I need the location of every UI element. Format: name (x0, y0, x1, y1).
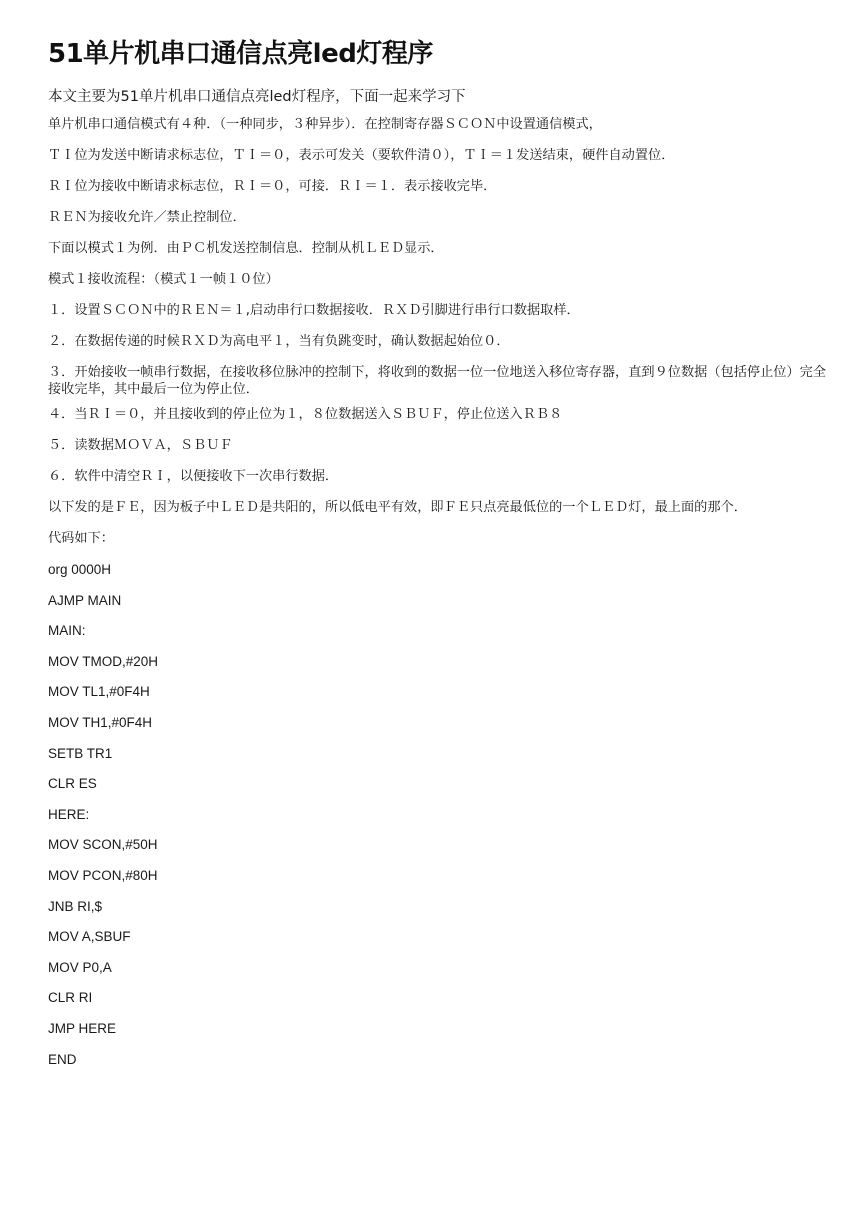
paragraph-step-2: ２．在数据传递的时候ＲＸＤ为高电平１，当有负跳变时，确认数据起始位０． (48, 334, 510, 349)
code-line: JNB RI,$ (48, 898, 103, 914)
code-line: MOV P0,A (48, 959, 112, 975)
paragraph-mode1-flow: 模式１接收流程：（模式１一帧１０位） (48, 272, 279, 287)
intro-paragraph: 本文主要为51单片机串口通信点亮led灯程序，下面一起来学习下 (48, 89, 466, 105)
code-line: MOV TMOD,#20H (48, 653, 159, 669)
code-line: JMP HERE (48, 1020, 117, 1036)
paragraph-ri-bit: ＲＩ位为接收中断请求标志位，ＲＩ＝０，可接．ＲＩ＝１．表示接收完毕． (48, 179, 497, 194)
code-line: AJMP MAIN (48, 592, 122, 608)
code-line: MOV A,SBUF (48, 929, 131, 945)
paragraph-mode1-example: 下面以模式１为例．由ＰＣ机发送控制信息．控制从机ＬＥＤ显示． (48, 241, 444, 256)
paragraph-step-6: ６．软件中清空ＲＩ，以便接收下一次串行数据． (48, 469, 339, 484)
paragraph-fe-explanation: 以下发的是ＦＥ，因为板子中ＬＥＤ是共阳的，所以低电平有效，即ＦＥ只点亮最低位的一个ＬＥＤ灯，最上面的那个． (48, 500, 747, 515)
code-line: CLR ES (48, 776, 97, 792)
paragraph-code-intro: 代码如下： (48, 531, 114, 546)
paragraph-ti-bit: ＴＩ位为发送中断请求标志位，ＴＩ＝０，表示可发关（要软件清０），ＴＩ＝１发送结束，硬件自动置位． (48, 148, 675, 163)
code-line: HERE: (48, 806, 90, 822)
code-line: MAIN: (48, 623, 86, 639)
code-line: CLR RI (48, 990, 93, 1006)
paragraph-step-3: ３．开始接收一帧串行数据，在接收移位脉冲的控制下，将收到的数据一位一位地送入移位寄存器，直到９位数据（包括停止位）完全接收完毕，其中最后一位为停止位． (48, 365, 827, 397)
code-line: MOV SCON,#50H (48, 837, 158, 853)
code-line: org 0000H (48, 562, 112, 577)
code-line: MOV TL1,#0F4H (48, 684, 150, 700)
paragraph-ren-bit: ＲＥＮ为接收允许／禁止控制位． (48, 210, 246, 225)
code-line: MOV PCON,#80H (48, 867, 158, 883)
page-title: 51单片机串口通信点亮led灯程序 (48, 39, 433, 69)
paragraph-step-4: ４．当ＲＩ＝０，并且接收到的停止位为１，８位数据送入ＳＢＵＦ，停止位送入ＲＢ８ (48, 407, 563, 422)
code-block (48, 561, 828, 1068)
code-line: END (48, 1051, 77, 1067)
paragraph-comm-modes: 单片机串口通信模式有４种．（一种同步，３种异步）．在控制寄存器ＳＣＯＮ中设置通信模式， (48, 117, 602, 132)
paragraph-step-5: ５．读数据ＭＯＶＡ，ＳＢＵＦ (48, 438, 233, 453)
document-page (48, 36, 828, 1081)
code-line: MOV TH1,#0F4H (48, 714, 153, 730)
paragraph-step-1: １．设置ＳＣＯＮ中的ＲＥＮ＝１,启动串行口数据接收．ＲＸＤ引脚进行串行口数据取样． (48, 303, 580, 318)
code-line: SETB TR1 (48, 745, 113, 761)
